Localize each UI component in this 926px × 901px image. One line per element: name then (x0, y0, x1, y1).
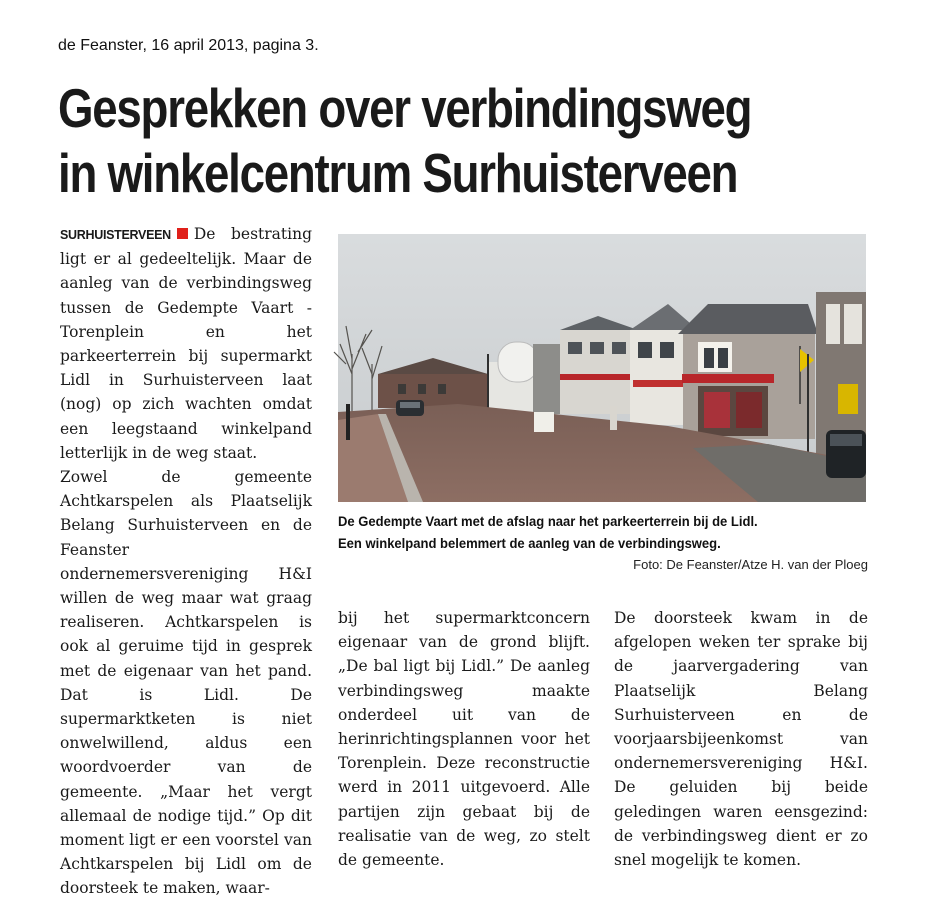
paragraph-1 (60, 222, 312, 465)
caption-line-2: Een winkelpand belemmert de aanleg van de verbindingsweg. (338, 535, 721, 551)
source-line: de Feanster, 16 april 2013, pagina 3. (58, 37, 319, 54)
paragraph-3: bij het supermarktconcern eigenaar van de grond blijft. „De bal ligt bij Lidl.” De aanleg verbindingsweg maakte onderdeel uit van de herinrichtingsplannen voor het Torenplein. Deze reconstructie werd in 2011 uitgevoerd. Alle partijen zijn gebaat bij de realisatie van de weg, zo stelt de gemeente. (338, 609, 590, 870)
article-column-1 (60, 222, 312, 898)
dateline: SURHUISTERVEEN (60, 228, 171, 242)
headline-line-2: in winkelcentrum Surhuisterveen (58, 142, 738, 204)
article-column-3 (614, 606, 868, 870)
caption-line-1: De Gedempte Vaart met de afslag naar het parkeerterrein bij de Lidl. (338, 513, 758, 529)
article-column-2 (338, 606, 590, 870)
photo-caption (338, 510, 840, 554)
headline-line-1: Gesprekken over verbindingsweg (58, 77, 752, 139)
photo-credit: Foto: De Feanster/Atze H. van der Ploeg (633, 557, 868, 572)
paragraph-4: De doorsteek kwam in de afgelopen weken ter sprake bij de jaarvergadering van Plaatselijk Belang Surhuisterveen en de voorjaarsbijeenkomst van ondernemersvereniging H&I. De geluiden bij beide geledingen waren eensgezind: de verbindingsweg dient er zo snel mogelijk te komen. (614, 609, 868, 870)
street-photo (338, 234, 866, 502)
dateline-square-icon (177, 228, 188, 239)
paragraph-1-text: De bestrating ligt er al gedeeltelijk. Maar de aanleg van de verbindingsweg tussen de Gedempte Vaart - Torenplein en het parkeerterrein bij supermarkt Lidl in Surhuisterveen laat (nog) op zich wachten omdat een leegstaand winkelpand letterlijk in de weg staat. (60, 225, 312, 462)
headline (58, 76, 752, 206)
paragraph-2: Zowel de gemeente Achtkarspelen als Plaatselijk Belang Surhuisterveen en de Feanster ondernemersvereniging H&I willen de weg maar wat graag realiseren. Achtkarspelen is ook al geruime tijd in gesprek met de eigenaar van het pand. Dat is Lidl. De supermarktketen is niet onwelwillend, aldus een woordvoerder van de gemeente. „Maar het vergt allemaal de nodige tijd.” Op dit moment ligt er een voorstel van Achtkarspelen bij Lidl om de doorsteek te maken, waar- (60, 468, 312, 898)
